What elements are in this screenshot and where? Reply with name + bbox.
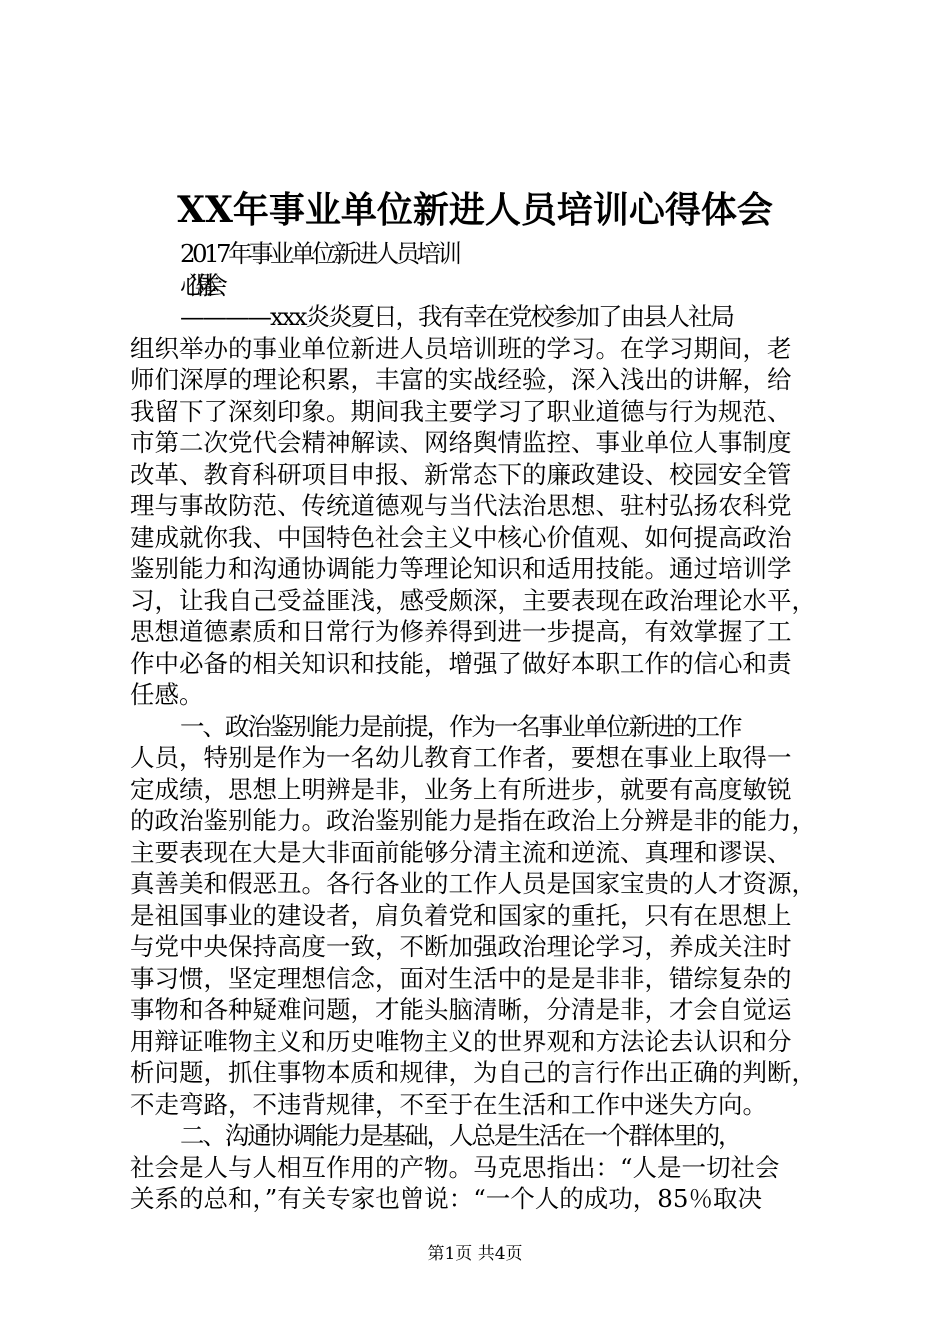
body-line: 组织举办的事业单位新进人员培训班的学习。在学习期间，老 — [130, 333, 792, 363]
body-line: 的政治鉴别能力。政治鉴别能力是指在政治上分辨是非的能力， — [130, 806, 816, 835]
body-line: 与党中央保持高度一致，不断加强政治理论学习，养成关注时 — [130, 932, 792, 961]
body-line: 事物和各种疑难问题，才能头脑清晰，分清是非，才会自觉运 — [130, 995, 792, 1024]
body-line: 市第二次党代会精神解读、网络舆情监控、事业单位人事制度 — [130, 428, 792, 457]
body-line: 建成就你我、中国特色社会主义中核心价值观、如何提高政治 — [130, 522, 792, 552]
body-line: 思想道德素质和日常行为修养得到进一步提高，有效掌握了工 — [130, 617, 792, 646]
body-line: 2017年事业单位新进人员培训 — [180, 239, 459, 268]
body-line: 析问题，抓住事物本质和规律，为自己的言行作出正确的判断， — [130, 1058, 816, 1087]
body-line: 作中必备的相关知识和技能，增强了做好本职工作的信心和责 — [130, 648, 792, 678]
body-line: 心得体会 — [180, 270, 212, 300]
body-line: 鉴别能力和沟通协调能力等理论知识和适用技能。通过培训学 — [130, 554, 792, 583]
body-line: 理与事故防范、传统道德观与当代法治思想、驻村弘扬农科党 — [130, 491, 792, 520]
body-line: 一、政治鉴别能力是前提，作为一名事业单位新进的工作 — [180, 711, 741, 741]
body-line: 真善美和假恶丑。各行各业的工作人员是国家宝贵的人才资源， — [130, 869, 816, 898]
body-line: ————xxx炎炎夏日，我有幸在党校参加了由县人社局 — [180, 302, 733, 331]
body-line: 定成绩，思想上明辨是非，业务上有所进步，就要有高度敏锐 — [130, 774, 792, 804]
body-line: 人员，特别是作为一名幼儿教育工作者，要想在事业上取得一 — [130, 743, 792, 772]
body-line: 关系的总和，”有关专家也曾说：“一个人的成功，85％取决 — [130, 1184, 762, 1213]
body-line: 我留下了深刻印象。期间我主要学习了职业道德与行为规范、 — [130, 396, 792, 426]
body-line: 用辩证唯物主义和历史唯物主义的世界观和方法论去认识和分 — [130, 1026, 792, 1056]
body-line: 事习惯，坚定理想信念，面对生活中的是是非非，错综复杂的 — [130, 963, 792, 993]
body-line: 二、沟通协调能力是基础，人总是生活在一个群体里的， — [180, 1121, 741, 1150]
page-footer: 第1页 共4页 — [427, 1244, 523, 1264]
body-line: 是祖国事业的建设者，肩负着党和国家的重托，只有在思想上 — [130, 900, 792, 930]
body-line: 习，让我自己受益匪浅，感受颇深，主要表现在政治理论水平， — [130, 585, 816, 615]
document-body — [130, 238, 842, 1215]
body-line: 改革、教育科研项目申报、新常态下的廉政建设、校园安全管 — [130, 459, 792, 489]
body-line: 不走弯路，不违背规律，不至于在生活和工作中迷失方向。 — [130, 1089, 767, 1119]
body-line: 任感。 — [130, 680, 204, 709]
body-line: 主要表现在大是大非面前能够分清主流和逆流、真理和谬误、 — [130, 837, 792, 867]
body-line: 社会是人与人相互作用的产物。马克思指出：“人是一切社会 — [130, 1152, 780, 1182]
body-line: 师们深厚的理论积累，丰富的实战经验，深入浅出的讲解，给 — [130, 365, 792, 394]
document-title: XX年事业单位新进人员培训心得体会 — [177, 189, 773, 231]
